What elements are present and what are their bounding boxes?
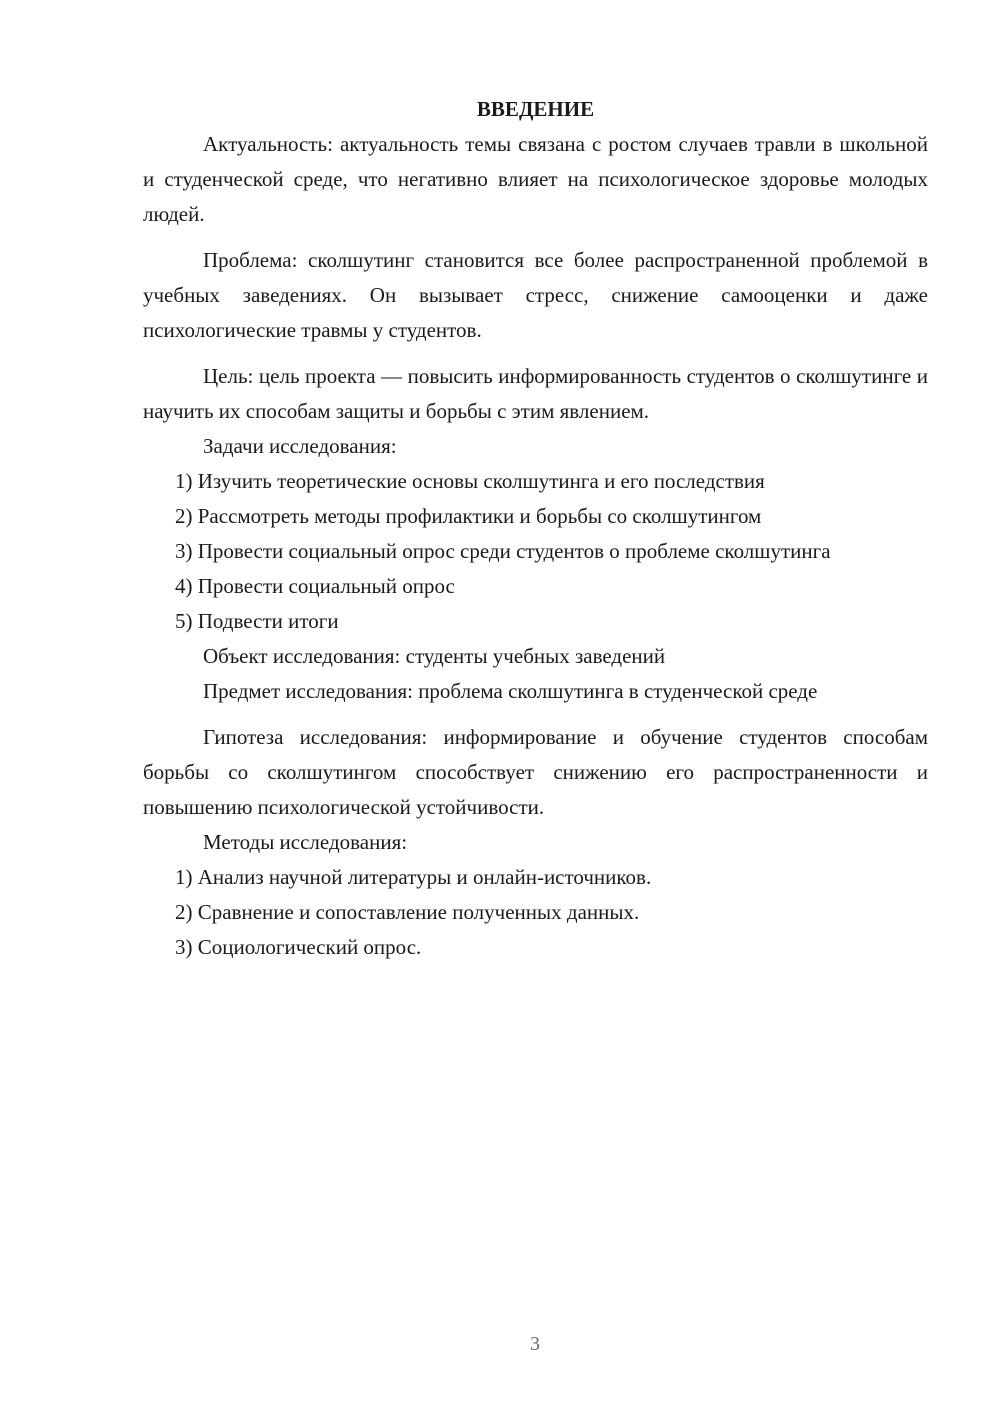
- section-title: ВВЕДЕНИЕ: [476, 97, 595, 121]
- subject-paragraph: Предмет исследования: проблема сколшутинга в студенческой среде: [203, 679, 818, 703]
- methods-heading: Методы исследования:: [203, 830, 408, 854]
- method-item: 3) Социологический опрос.: [175, 935, 422, 959]
- task-item: 4) Провести социальный опрос: [175, 574, 455, 598]
- problem-paragraph: Проблема: сколшутинг становится все более распространенной проблемой в учебных заведениях. Он вызывает стресс, снижение самооценки и даже психологические травмы у студентов.: [143, 248, 928, 342]
- goal-paragraph: Цель: цель проекта — повысить информированность студентов о сколшутинге и научить их способам защиты и борьбы с этим явлением.: [143, 364, 928, 423]
- tasks-heading: Задачи исследования:: [203, 434, 397, 458]
- task-item: 2) Рассмотреть методы профилактики и борьбы со сколшутингом: [175, 504, 762, 528]
- task-item: 3) Провести социальный опрос среди студентов о проблеме сколшутинга: [175, 539, 831, 563]
- page-number: 3: [530, 1333, 540, 1355]
- task-item: 5) Подвести итоги: [175, 609, 339, 633]
- method-item: 1) Анализ научной литературы и онлайн-источников.: [175, 865, 652, 889]
- object-paragraph: Объект исследования: студенты учебных заведений: [203, 644, 666, 668]
- relevance-paragraph: Актуальность: актуальность темы связана с ростом случаев травли в школьной и студенческой среде, что негативно влияет на психологическое здоровье молодых людей.: [143, 132, 928, 226]
- method-item: 2) Сравнение и сопоставление полученных данных.: [175, 900, 640, 924]
- hypothesis-paragraph: Гипотеза исследования: информирование и обучение студентов способам борьбы со сколшутингом способствует снижению его распространенности и повышению психологической устойчивости.: [143, 725, 928, 819]
- task-item: 1) Изучить теоретические основы сколшутинга и его последствия: [175, 469, 765, 493]
- page-content: [143, 92, 928, 965]
